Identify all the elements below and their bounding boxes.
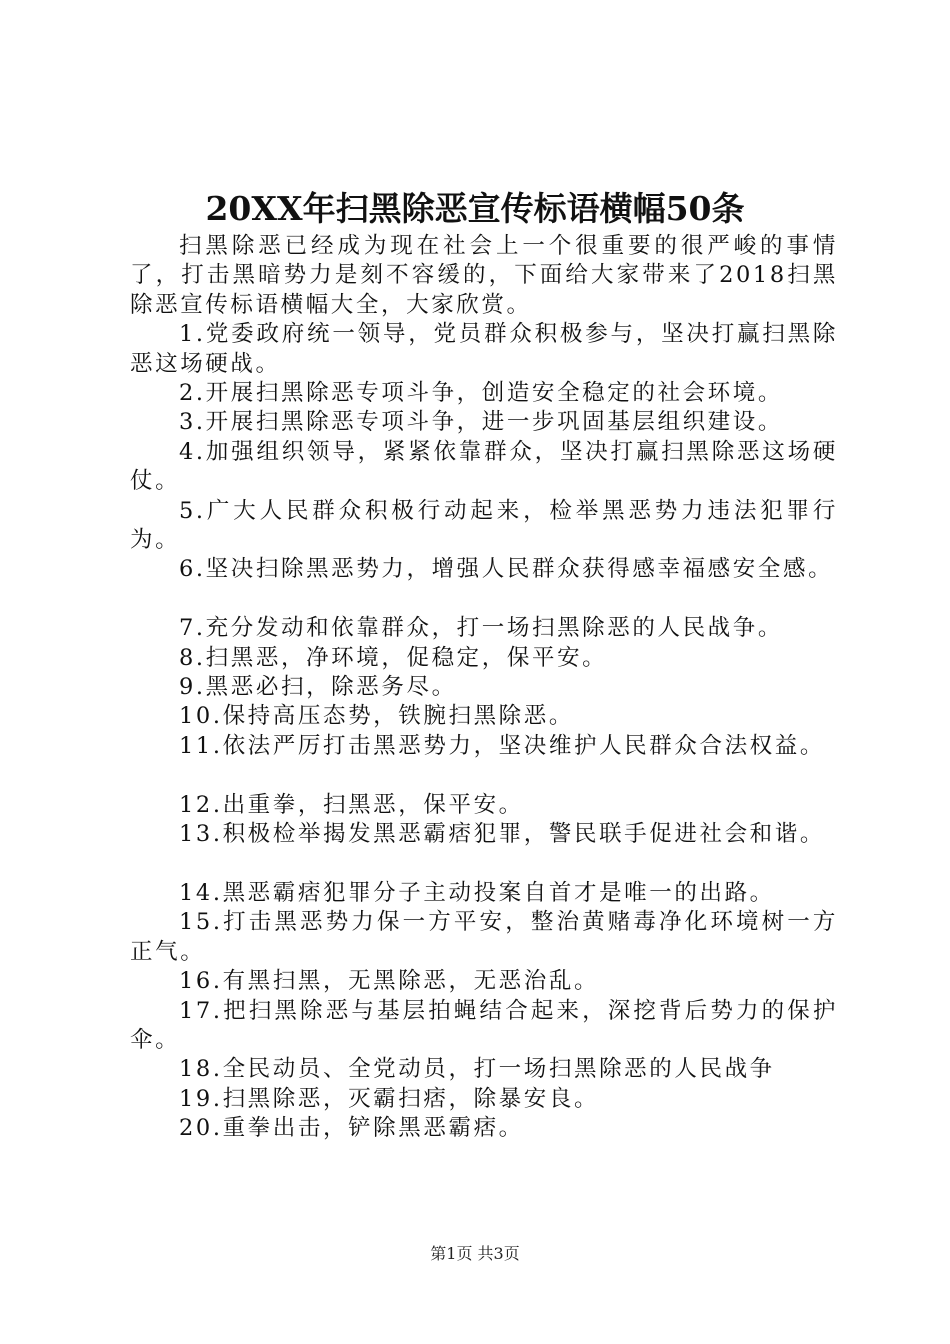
slogan-item-1: 1.党委政府统一领导，党员群众积极参与，坚决打赢扫黑除恶这场硬战。 xyxy=(130,321,838,377)
slogan-item-9: 9.黑恶必扫，除恶务尽。 xyxy=(179,674,457,701)
document-body xyxy=(130,232,838,1144)
document-title: 20XX年扫黑除恶宣传标语横幅50条 xyxy=(205,189,745,228)
page-number-footer: 第1页 共3页 xyxy=(430,1244,520,1263)
slogan-item-12: 12.出重拳，扫黑恶，保平安。 xyxy=(179,791,524,818)
slogan-item-20: 20.重拳出击，铲除黑恶霸痞。 xyxy=(179,1115,524,1142)
slogan-item-6: 6.坚决扫除黑恶势力，增强人民群众获得感幸福感安全感。 xyxy=(179,556,834,583)
slogan-item-19: 19.扫黑除恶，灭霸扫痞，除暴安良。 xyxy=(179,1085,600,1112)
slogan-item-11: 11.依法严厉打击黑恶势力，坚决维护人民群众合法权益。 xyxy=(179,732,825,759)
slogan-item-5: 5.广大人民群众积极行动起来，检举黑恶势力违法犯罪行为。 xyxy=(130,497,838,554)
intro-paragraph: 扫黑除恶已经成为现在社会上一个很重要的很严峻的事情了，打击黑暗势力是刻不容缓的，下面给大家带来了2018扫黑除恶宣传标语横幅大全，大家欣赏。 xyxy=(130,233,838,318)
slogan-item-4: 4.加强组织领导，紧紧依靠群众，坚决打赢扫黑除恶这场硬仗。 xyxy=(130,438,838,495)
slogan-item-8: 8.扫黑恶，净环境，促稳定，保平安。 xyxy=(179,644,608,671)
slogan-item-2: 2.开展扫黑除恶专项斗争，创造安全稳定的社会环境。 xyxy=(179,380,783,407)
slogan-item-16: 16.有黑扫黑，无黑除恶，无恶治乱。 xyxy=(179,968,600,995)
slogan-item-10: 10.保持高压态势，铁腕扫黑除恶。 xyxy=(179,703,574,730)
slogan-item-15: 15.打击黑恶势力保一方平安，整治黄赌毒净化环境树一方正气。 xyxy=(130,909,838,965)
slogan-item-14: 14.黑恶霸痞犯罪分子主动投案自首才是唯一的出路。 xyxy=(179,879,775,906)
slogan-item-7: 7.充分发动和依靠群众，打一场扫黑除恶的人民战争。 xyxy=(179,615,783,642)
slogan-item-17: 17.把扫黑除恶与基层拍蝇结合起来，深挖背后势力的保护伞。 xyxy=(130,997,838,1053)
slogan-item-13: 13.积极检举揭发黑恶霸痞犯罪，警民联手促进社会和谐。 xyxy=(179,821,825,848)
slogan-item-3: 3.开展扫黑除恶专项斗争，进一步巩固基层组织建设。 xyxy=(179,409,783,436)
slogan-item-18: 18.全民动员、全党动员，打一场扫黑除恶的人民战争 xyxy=(179,1056,775,1083)
